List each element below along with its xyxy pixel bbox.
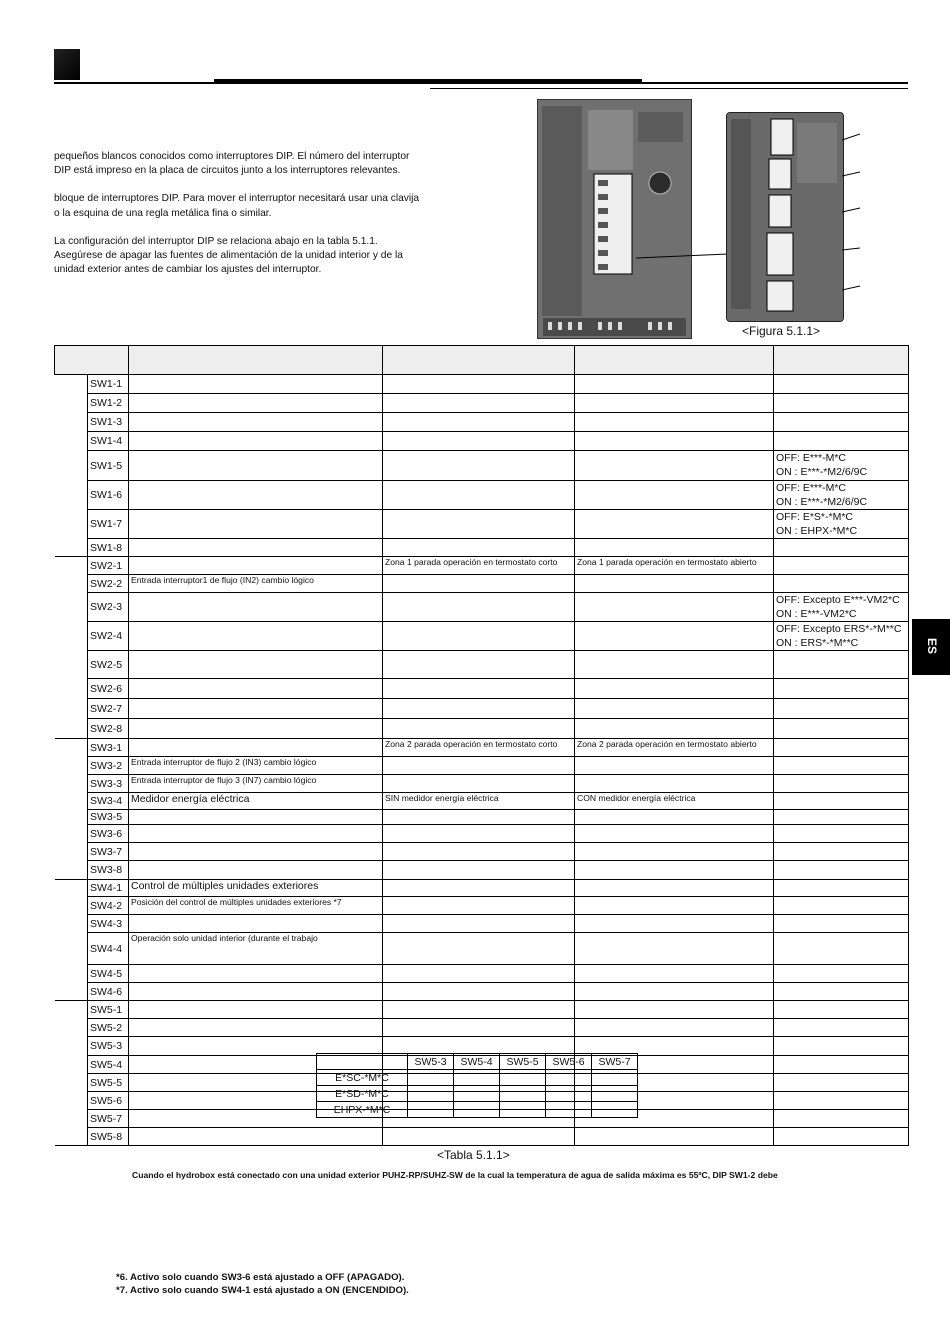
sub-table-row [317, 1070, 638, 1086]
cell-on [575, 699, 774, 719]
cell-on [575, 965, 774, 983]
cell-sw: SW2-3 [88, 593, 129, 622]
cell-off [383, 413, 575, 432]
group-cell [55, 375, 88, 557]
header-rule [430, 88, 908, 89]
cell-func: Posición del control de múltiples unidades exteriores *7 [129, 897, 383, 915]
table-row [55, 933, 909, 965]
header-cell [129, 346, 383, 375]
cell-func [129, 810, 383, 825]
footnote-6: *6. Activo solo cuando SW3-6 está ajustado a OFF (APAGADO). [116, 1272, 405, 1283]
table-row [55, 622, 909, 651]
cell-on [575, 451, 774, 481]
cell-off [383, 699, 575, 719]
cell-def [774, 413, 909, 432]
cell-def: OFF: E***-M*C ON : E***-*M2/6/9C [774, 481, 909, 510]
intro-paragraph: La configuración del interruptor DIP se relaciona abajo en la tabla 5.1.1. Asegúrese de apagar las fuentes de alimentación de la unidad interior y de la unidad exterior antes de cambiar los ajustes del interruptor. [54, 235, 403, 276]
cell-sw: SW5-7 [88, 1110, 129, 1128]
cell-def [774, 1019, 909, 1037]
group-cell [55, 1001, 88, 1146]
cell-func: Control de múltiples unidades exteriores [129, 880, 383, 897]
cell-sw: SW4-6 [88, 983, 129, 1001]
cell-on [575, 481, 774, 510]
cell-on [575, 510, 774, 539]
table-row [55, 775, 909, 793]
footnote-7: *7. Activo solo cuando SW4-1 está ajustado a ON (ENCENDIDO). [116, 1285, 409, 1296]
cell-func [129, 510, 383, 539]
cell-def [774, 1092, 909, 1110]
table-row [55, 757, 909, 775]
cell-func: Entrada interruptor1 de flujo (IN2) cambio lógico [129, 575, 383, 593]
cell-sw: SW1-1 [88, 375, 129, 394]
table-row [55, 915, 909, 933]
sub-table-cell [454, 1070, 500, 1086]
cell-def [774, 739, 909, 757]
cell-on [575, 575, 774, 593]
intro-paragraph: bloque de interruptores DIP. Para mover el interruptor necesitará usar una clavija o la esquina de una regla metálica fina o similar. [54, 193, 420, 219]
sub-table-row [317, 1086, 638, 1102]
table-row [55, 1001, 909, 1019]
sub-table-cell [500, 1102, 546, 1118]
cell-def [774, 575, 909, 593]
cell-on [575, 933, 774, 965]
cell-def [774, 375, 909, 394]
table-row [55, 843, 909, 861]
cell-on [575, 897, 774, 915]
cell-sw: SW1-4 [88, 432, 129, 451]
cell-on [575, 775, 774, 793]
sub-table-header: SW5-3 [408, 1054, 454, 1070]
cell-func [129, 413, 383, 432]
cell-sw: SW4-1 [88, 880, 129, 897]
cell-func [129, 593, 383, 622]
cell-on [575, 1019, 774, 1037]
group-cell [55, 739, 88, 880]
cell-def [774, 810, 909, 825]
cell-def [774, 1001, 909, 1019]
cell-func [129, 719, 383, 739]
cell-sw: SW5-5 [88, 1074, 129, 1092]
cell-off [383, 983, 575, 1001]
note-text: Cuando el hydrobox está conectado con una unidad exterior PUHZ-RP/SUHZ-SW de la cual la temperatura de agua de salida máxima es 55ºC, DIP SW1-2 debe [132, 1170, 778, 1180]
cell-func [129, 861, 383, 880]
cell-func [129, 1001, 383, 1019]
table-row [55, 897, 909, 915]
table-row [55, 719, 909, 739]
cell-on [575, 825, 774, 843]
cell-func: Entrada interruptor de flujo 2 (IN3) cambio lógico [129, 757, 383, 775]
callout-lines [842, 120, 860, 300]
cell-on [575, 432, 774, 451]
table-header-row [55, 346, 909, 375]
cell-func [129, 915, 383, 933]
table-row [55, 510, 909, 539]
cell-func: Medidor energía eléctrica [129, 793, 383, 810]
cell-off: Zona 1 parada operación en termostato corto [383, 557, 575, 575]
cell-def: OFF: E*S*-*M*C ON : EHPX-*M*C [774, 510, 909, 539]
cell-sw: SW4-2 [88, 897, 129, 915]
cell-on [575, 843, 774, 861]
cell-def [774, 1128, 909, 1146]
cell-off [383, 843, 575, 861]
cell-off [383, 719, 575, 739]
cell-off [383, 825, 575, 843]
cell-sw: SW3-6 [88, 825, 129, 843]
table-row [55, 593, 909, 622]
sub-table-row [317, 1102, 638, 1118]
language-tab-label: ES [925, 637, 940, 655]
cell-def [774, 983, 909, 1001]
cell-func [129, 557, 383, 575]
cell-off [383, 394, 575, 413]
cell-def [774, 897, 909, 915]
callout-line [636, 250, 728, 270]
cell-def [774, 432, 909, 451]
cell-on [575, 375, 774, 394]
cell-off [383, 651, 575, 679]
table-body [55, 375, 909, 1146]
cell-off [383, 593, 575, 622]
cell-func [129, 843, 383, 861]
table-row [55, 861, 909, 880]
cell-def [774, 757, 909, 775]
cell-sw: SW2-6 [88, 679, 129, 699]
cell-off [383, 451, 575, 481]
cell-def [774, 915, 909, 933]
cell-func [129, 983, 383, 1001]
cell-func [129, 1128, 383, 1146]
cell-on [575, 413, 774, 432]
cell-func [129, 651, 383, 679]
cell-off [383, 539, 575, 557]
cell-sw: SW5-1 [88, 1001, 129, 1019]
sub-table-cell [408, 1070, 454, 1086]
cell-sw: SW1-3 [88, 413, 129, 432]
cell-off [383, 1019, 575, 1037]
cell-func: Entrada interruptor de flujo 3 (IN7) cambio lógico [129, 775, 383, 793]
sub-table-cell [592, 1086, 638, 1102]
intro-text [54, 150, 464, 291]
cell-on [575, 651, 774, 679]
circuit-board-photo [537, 99, 692, 339]
cell-sw: SW2-4 [88, 622, 129, 651]
cell-def [774, 965, 909, 983]
cell-sw: SW4-4 [88, 933, 129, 965]
cell-sw: SW3-3 [88, 775, 129, 793]
cell-sw: SW2-2 [88, 575, 129, 593]
cell-on [575, 622, 774, 651]
sub-table-cell [546, 1070, 592, 1086]
cell-off [383, 375, 575, 394]
cell-def [774, 1110, 909, 1128]
table-row [55, 810, 909, 825]
table-row [55, 679, 909, 699]
table-row [55, 575, 909, 593]
cell-sw: SW1-7 [88, 510, 129, 539]
cell-def [774, 719, 909, 739]
cell-sw: SW1-8 [88, 539, 129, 557]
table-row [55, 1128, 909, 1146]
sub-table-cell [500, 1086, 546, 1102]
cell-func [129, 375, 383, 394]
cell-off [383, 575, 575, 593]
header-cell [55, 346, 129, 375]
sub-table-cell [592, 1102, 638, 1118]
cell-func [129, 432, 383, 451]
cell-off [383, 432, 575, 451]
table-row [55, 651, 909, 679]
cell-def: OFF: Excepto ERS*-*M**C ON : ERS*-*M**C [774, 622, 909, 651]
cell-def [774, 679, 909, 699]
sub-table-model: E*SC-*M*C [317, 1070, 408, 1086]
cell-on: Zona 1 parada operación en termostato abierto [575, 557, 774, 575]
cell-func [129, 825, 383, 843]
section-marker [54, 49, 80, 80]
table-row [55, 793, 909, 810]
cell-sw: SW2-7 [88, 699, 129, 719]
cell-on [575, 394, 774, 413]
cell-off [383, 965, 575, 983]
cell-off [383, 897, 575, 915]
header-cell [575, 346, 774, 375]
cell-sw: SW3-4 [88, 793, 129, 810]
cell-on [575, 757, 774, 775]
cell-on [575, 880, 774, 897]
cell-sw: SW1-6 [88, 481, 129, 510]
cell-sw: SW4-3 [88, 915, 129, 933]
table-row [55, 1019, 909, 1037]
sub-table-cell [454, 1086, 500, 1102]
table-row [55, 965, 909, 983]
cell-off [383, 1001, 575, 1019]
cell-sw: SW5-2 [88, 1019, 129, 1037]
table-row [55, 539, 909, 557]
cell-def [774, 880, 909, 897]
cell-off [383, 775, 575, 793]
table-row [55, 481, 909, 510]
cell-def [774, 1056, 909, 1074]
cell-sw: SW3-2 [88, 757, 129, 775]
figure-caption: <Figura 5.1.1> [742, 324, 821, 338]
cell-on [575, 1001, 774, 1019]
cell-func [129, 679, 383, 699]
group-cell [55, 880, 88, 1001]
table-row [55, 557, 909, 575]
cell-off [383, 622, 575, 651]
model-sub-table [316, 1053, 638, 1118]
cell-def [774, 825, 909, 843]
sub-table-cell [408, 1086, 454, 1102]
cell-off: SIN medidor energía eléctrica [383, 793, 575, 810]
sub-table-model: EHPX-*M*C [317, 1102, 408, 1118]
cell-off [383, 679, 575, 699]
cell-sw: SW1-5 [88, 451, 129, 481]
cell-func [129, 699, 383, 719]
table-row [55, 451, 909, 481]
sub-table-cell [454, 1102, 500, 1118]
cell-on [575, 679, 774, 699]
cell-func [129, 1019, 383, 1037]
table-row [55, 983, 909, 1001]
table-row [55, 432, 909, 451]
cell-def [774, 699, 909, 719]
cell-def [774, 933, 909, 965]
table-row [55, 375, 909, 394]
table-row [55, 413, 909, 432]
cell-off [383, 757, 575, 775]
sub-table-header: SW5-7 [592, 1054, 638, 1070]
cell-on [575, 593, 774, 622]
cell-on: Zona 2 parada operación en termostato abierto [575, 739, 774, 757]
sub-table-cell [546, 1086, 592, 1102]
sub-table-header: SW5-6 [546, 1054, 592, 1070]
cell-sw: SW5-6 [88, 1092, 129, 1110]
intro-paragraph: pequeños blancos conocidos como interruptores DIP. El número del interruptor DIP está impreso en la placa de circuitos junto a los interruptores relevantes. [54, 151, 410, 177]
sub-table-header: SW5-5 [500, 1054, 546, 1070]
cell-def [774, 843, 909, 861]
sub-table-cell [408, 1102, 454, 1118]
sub-table-header-row [317, 1054, 638, 1070]
cell-off [383, 915, 575, 933]
cell-off [383, 510, 575, 539]
cell-sw: SW3-8 [88, 861, 129, 880]
cell-def [774, 1074, 909, 1092]
cell-func [129, 481, 383, 510]
cell-func [129, 622, 383, 651]
header-rule [54, 82, 908, 84]
table-row [55, 739, 909, 757]
cell-on [575, 861, 774, 880]
cell-on [575, 719, 774, 739]
sub-table-header: SW5-4 [454, 1054, 500, 1070]
cell-func: Operación solo unidad interior (durante el trabajo [129, 933, 383, 965]
cell-func [129, 451, 383, 481]
table-caption: <Tabla 5.1.1> [437, 1148, 510, 1162]
cell-sw: SW5-8 [88, 1128, 129, 1146]
language-tab [912, 619, 950, 675]
cell-func [129, 394, 383, 413]
cell-off [383, 880, 575, 897]
sub-table-model: E*SD-*M*C [317, 1086, 408, 1102]
group-cell [55, 557, 88, 739]
sub-table-corner [317, 1054, 408, 1070]
cell-off: Zona 2 parada operación en termostato corto [383, 739, 575, 757]
cell-def: OFF: E***-M*C ON : E***-*M2/6/9C [774, 451, 909, 481]
cell-sw: SW1-2 [88, 394, 129, 413]
dip-switch-zoom [726, 112, 844, 322]
table-row [55, 699, 909, 719]
cell-off [383, 861, 575, 880]
cell-sw: SW2-8 [88, 719, 129, 739]
cell-func [129, 739, 383, 757]
cell-sw: SW3-1 [88, 739, 129, 757]
cell-on [575, 539, 774, 557]
cell-on [575, 915, 774, 933]
cell-sw: SW5-3 [88, 1037, 129, 1056]
cell-sw: SW3-7 [88, 843, 129, 861]
cell-sw: SW2-1 [88, 557, 129, 575]
cell-on [575, 983, 774, 1001]
cell-sw: SW2-5 [88, 651, 129, 679]
sub-table-cell [592, 1070, 638, 1086]
cell-off [383, 1128, 575, 1146]
cell-sw: SW4-5 [88, 965, 129, 983]
cell-def [774, 557, 909, 575]
cell-def [774, 394, 909, 413]
cell-on [575, 1128, 774, 1146]
cell-off [383, 481, 575, 510]
header-cell [774, 346, 909, 375]
cell-on: CON medidor energía eléctrica [575, 793, 774, 810]
cell-on [575, 810, 774, 825]
cell-def: OFF: Excepto E***-VM2*C ON : E***-VM2*C [774, 593, 909, 622]
dip-switch-table [54, 345, 909, 1146]
cell-off [383, 933, 575, 965]
cell-def [774, 539, 909, 557]
cell-def [774, 1037, 909, 1056]
table-row [55, 394, 909, 413]
sub-table-cell [500, 1070, 546, 1086]
cell-sw: SW3-5 [88, 810, 129, 825]
cell-func [129, 965, 383, 983]
cell-def [774, 651, 909, 679]
table-row [55, 825, 909, 843]
cell-def [774, 775, 909, 793]
cell-sw: SW5-4 [88, 1056, 129, 1074]
header-cell [383, 346, 575, 375]
cell-func [129, 539, 383, 557]
sub-table-cell [546, 1102, 592, 1118]
cell-def [774, 793, 909, 810]
cell-off [383, 810, 575, 825]
table-row [55, 880, 909, 897]
cell-def [774, 861, 909, 880]
